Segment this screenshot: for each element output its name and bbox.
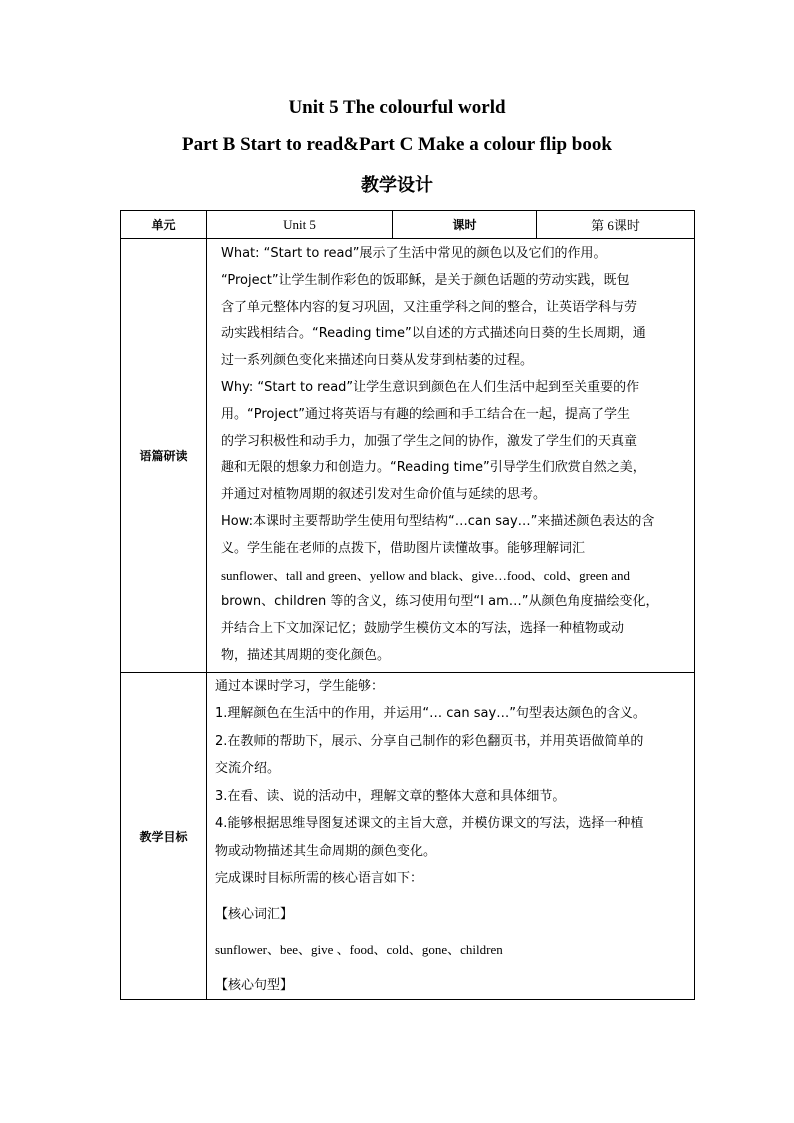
analysis-line: brown、children 等的含义，练习使用句型“I am…”从颜色角度描绘变化， [221, 594, 659, 610]
analysis-line: 并通过对植物周期的叙述引发对生命价值与延续的思考。 [221, 487, 547, 503]
unit-value: Unit 5 [207, 211, 393, 239]
analysis-line: What: “Start to read”展示了生活中常见的颜色以及它们的作用。 [221, 246, 607, 261]
core-language-intro: 完成课时目标所需的核心语言如下： [215, 871, 424, 887]
sentence-heading: 【核心句型】 [215, 977, 294, 993]
analysis-line: 义。学生能在老师的点拨下，借助图片读懂故事。能够理解词汇 [221, 540, 586, 556]
goal-item-2: 2.在教师的帮助下，展示、分享自己制作的彩色翻页书，并用英语做简单的 [215, 733, 644, 749]
analysis-line: 的学习积极性和动手力，加强了学生之间的协作，激发了学生们的天真童 [221, 433, 638, 449]
vocab-heading: 【核心词汇】 [215, 906, 294, 922]
analysis-line: 用。“Project”通过将英语与有趣的绘画和手工结合在一起，提高了学生 [221, 406, 630, 422]
analysis-line: 动实践相结合。“Reading time”以自述的方式描述向日葵的生长周期，通 [221, 326, 646, 342]
lesson-value: 第 6课时 [537, 211, 695, 239]
goals-label: 教学目标 [121, 672, 207, 1000]
goal-item-4: 4.能够根据思维导图复述课文的主旨大意，并模仿课文的写法，选择一种植 [215, 816, 644, 832]
analysis-line: How:本课时主要帮助学生使用句型结构“…can say…”来描述颜色表达的含 [221, 513, 655, 529]
analysis-row [121, 239, 695, 673]
lesson-label: 课时 [393, 211, 537, 239]
document-subtitle: Part B Start to read&Part C Make a colour flip book [182, 134, 612, 155]
unit-label: 单元 [121, 211, 207, 239]
analysis-line: 物，描述其周期的变化颜色。 [221, 647, 391, 663]
goal-item-3: 3.在看、读、说的活动中，理解文章的整体大意和具体细节。 [215, 788, 566, 804]
analysis-line: 并结合上下文加深记忆；鼓励学生模仿文本的写法，选择一种植物或动 [221, 621, 625, 637]
goals-content [207, 672, 695, 1000]
document-title: Unit 5 The colourful world [288, 97, 506, 118]
analysis-line: sunflower、tall and green、yellow and black、give…food、cold、green and [221, 567, 631, 583]
analysis-line: “Project”让学生制作彩色的饭耶稣，是关于颜色话题的劳动实践，既包 [221, 272, 630, 288]
goals-intro: 通过本课时学习，学生能够： [215, 678, 385, 694]
goal-item-2-cont: 交流介绍。 [215, 761, 281, 777]
goal-item-4-cont: 物或动物描述其生命周期的颜色变化。 [215, 843, 437, 859]
analysis-content [207, 239, 695, 673]
analysis-line: 过一系列颜色变化来描述向日葵从发芽到枯萎的过程。 [221, 353, 534, 369]
analysis-line: Why: “Start to read”让学生意识到颜色在人们生活中起到至关重要的作 [221, 379, 640, 395]
goal-item-1: 1.理解颜色在生活中的作用，并运用“… can say…”句型表达颜色的含义。 [215, 706, 646, 722]
vocab-list: sunflower、bee、give 、food、cold、gone、children [215, 942, 503, 958]
goals-row [121, 672, 695, 1000]
document-heading: 教学设计 [361, 175, 433, 196]
header-row [121, 211, 695, 239]
lesson-design-table [120, 210, 695, 1000]
analysis-label: 语篇研读 [121, 239, 207, 673]
analysis-line: 含了单元整体内容的复习巩固，又注重学科之间的整合，让英语学科与劳 [221, 299, 638, 315]
analysis-line: 趣和无限的想象力和创造力。“Reading time”引导学生们欣赏自然之美， [221, 460, 646, 476]
